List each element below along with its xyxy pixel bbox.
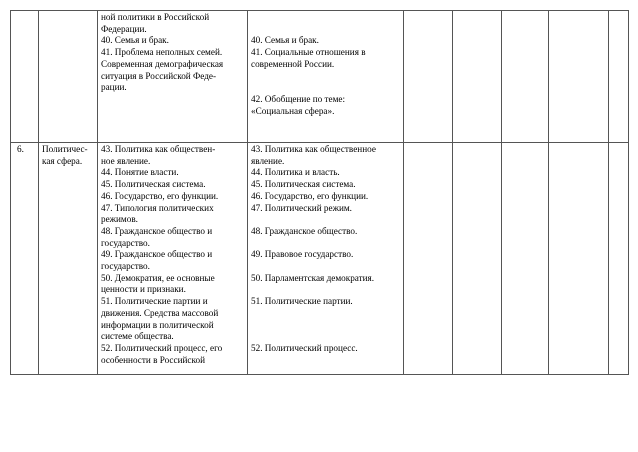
- cell-text-line: 41. Социальные отношения в: [251, 47, 366, 58]
- blank-line: [251, 319, 400, 331]
- blank-line: [251, 331, 400, 343]
- cell-text-line: явление.: [251, 155, 285, 166]
- blank-line: [251, 214, 400, 226]
- cell-text-line: 40. Семья и брак.: [101, 35, 169, 46]
- empty-cell: [549, 11, 609, 143]
- cell-text-line: системе общества.: [101, 331, 174, 342]
- cell-text-line: 49. Гражданское общество и: [101, 249, 213, 260]
- blank-line: [251, 261, 400, 273]
- cell-text-line: режимов.: [101, 214, 138, 225]
- empty-cell: [453, 11, 502, 143]
- cell-text-line: 45. Политическая система.: [101, 179, 206, 190]
- lesson-topics-alt-cell: [248, 11, 404, 143]
- cell-text-line: Федерации.: [101, 23, 147, 34]
- cell-text-line: 48. Гражданское общество и: [101, 225, 213, 236]
- cell-text-line: движения. Средства массовой: [101, 307, 219, 318]
- cell-text-line: 44. Понятие власти.: [101, 167, 179, 178]
- cell-text-line: Современная демографическая: [101, 58, 224, 69]
- cell-text-line: 51. Политические партии.: [251, 296, 353, 307]
- section-cell: [39, 143, 98, 375]
- table-row: [11, 11, 629, 143]
- empty-cell: [404, 11, 453, 143]
- blank-line: [251, 82, 400, 94]
- lesson-topics-cell: [98, 11, 248, 143]
- cell-text-line: 41. Проблема неполных семей.: [101, 47, 223, 58]
- blank-line: [251, 70, 400, 82]
- cell-text-line: 46. Государство, его функции.: [101, 190, 219, 201]
- cell-text-line: 50. Парламентская демократия.: [251, 272, 375, 283]
- cell-text-line: 52. Политический процесс, его: [101, 342, 223, 353]
- empty-cell: [502, 11, 549, 143]
- cell-text-line: 48. Гражданское общество.: [251, 225, 358, 236]
- cell-text-line: современной России.: [251, 58, 335, 69]
- cell-text-line: государство.: [101, 237, 150, 248]
- cell-text-line: информации в политической: [101, 319, 214, 330]
- empty-cell: [609, 143, 629, 375]
- cell-text-line: 47. Политический режим.: [251, 202, 352, 213]
- cell-text-line: 43. Политика как обществен-: [101, 144, 216, 154]
- cell-text-line: 45. Политическая система.: [251, 179, 356, 190]
- cell-text-line: кая сфера.: [42, 155, 83, 166]
- empty-cell: [609, 11, 629, 143]
- blank-line: [251, 355, 400, 367]
- blank-line: [251, 24, 400, 36]
- empty-cell: [453, 143, 502, 375]
- cell-text-line: рации.: [101, 82, 127, 93]
- cell-text-line: особенности в Российской: [101, 354, 206, 365]
- cell-text-line: ной политики в Российской: [101, 12, 210, 22]
- cell-text-line: 49. Правовое государство.: [251, 249, 354, 260]
- cell-text-line: ситуация в Российской Феде-: [101, 70, 217, 81]
- row-number-cell: [11, 11, 39, 143]
- blank-line: [251, 238, 400, 250]
- blank-line: [251, 308, 400, 320]
- cell-text-line: 50. Демократия, ее основные: [101, 272, 215, 283]
- cell-text-line: ценности и признаки.: [101, 284, 186, 295]
- empty-cell: [404, 143, 453, 375]
- curriculum-table: [10, 10, 629, 375]
- cell-text-line: 40. Семья и брак.: [251, 35, 319, 46]
- cell-text-line: 44. Политика и власть.: [251, 167, 340, 178]
- empty-cell: [549, 143, 609, 375]
- cell-text-line: 51. Политические партии и: [101, 296, 208, 307]
- row-number-cell: 6.: [11, 143, 39, 375]
- cell-text-line: 46. Государство, его функции.: [251, 190, 369, 201]
- cell-text-line: 43. Политика как общественное: [251, 144, 376, 154]
- cell-text-line: 42. Обобщение по теме:: [251, 93, 346, 104]
- cell-text-line: 47. Типология политических: [101, 202, 214, 213]
- section-cell: [39, 11, 98, 143]
- blank-line: [251, 284, 400, 296]
- cell-text-line: «Социальная сфера».: [251, 105, 335, 116]
- cell-text-line: Политичес-: [42, 144, 88, 154]
- blank-line: [251, 12, 400, 24]
- lesson-topics-cell: [98, 143, 248, 375]
- cell-text-line: государство.: [101, 261, 150, 272]
- cell-text-line: 52. Политический процесс.: [251, 342, 358, 353]
- lesson-topics-alt-cell: [248, 143, 404, 375]
- empty-cell: [502, 143, 549, 375]
- cell-text-line: ное явление.: [101, 155, 151, 166]
- table-row: [11, 143, 629, 375]
